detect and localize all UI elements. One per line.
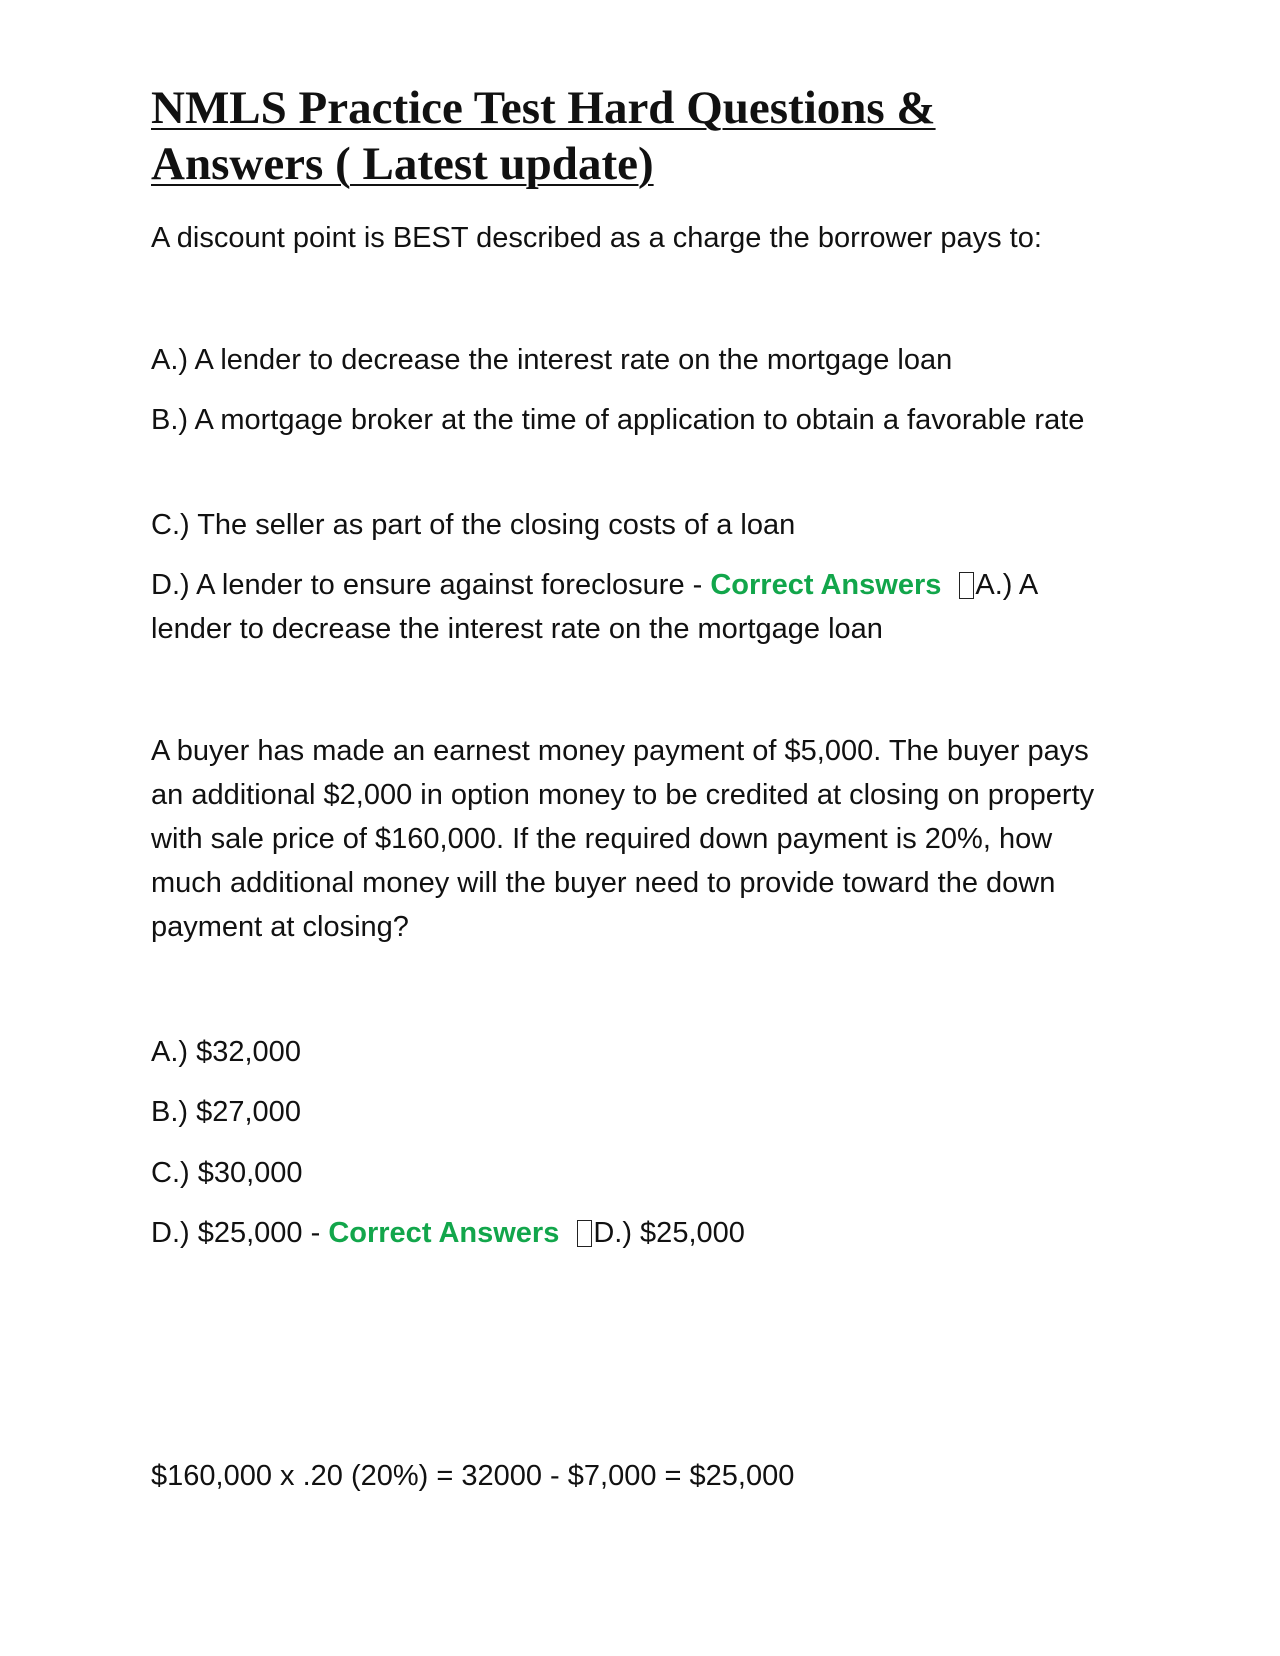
- question-2-option-c: C.) $30,000: [151, 1157, 303, 1189]
- question-1-answer-end: lender to decrease the interest rate on the mortgage loan: [151, 613, 883, 645]
- question-1-answer-start: A.) A: [975, 569, 1039, 601]
- question-1-option-d-text: D.) A lender to ensure against foreclosure -: [151, 569, 711, 601]
- question-2-option-d: [151, 1211, 745, 1255]
- checkbox-glyph-icon: [959, 572, 974, 599]
- question-1-option-a: A.) A lender to decrease the interest rate on the mortgage loan: [151, 344, 953, 376]
- question-2-text: A buyer has made an earnest money payment of $5,000. The buyer pays an additional $2,000 in option money to be credited at closing on property with sale price of $160,000. If the required down payment is 20%, how much additional money will the buyer need to provide toward the down payment at closing?: [151, 735, 1095, 943]
- question-1-option-c: C.) The seller as part of the closing costs of a loan: [151, 509, 796, 541]
- question-2-correct-label: Correct Answers: [328, 1217, 560, 1249]
- question-1-text: A discount point is BEST described as a charge the borrower pays to:: [151, 222, 1042, 254]
- question-2-option-a: A.) $32,000: [151, 1036, 301, 1068]
- question-1-option-b: B.) A mortgage broker at the time of application to obtain a favorable rate: [151, 404, 1085, 436]
- document-title: NMLS Practice Test Hard Questions & Answers ( Latest update): [151, 82, 936, 190]
- checkbox-glyph-icon: [577, 1220, 592, 1247]
- question-1-correct-label: Correct Answers: [710, 569, 942, 601]
- question-1-option-d: [151, 563, 1038, 607]
- question-2-explanation: $160,000 x .20 (20%) = 32000 - $7,000 = $25,000: [151, 1460, 795, 1492]
- question-2-option-b: B.) $27,000: [151, 1096, 301, 1128]
- question-2-option-d-text: D.) $25,000 -: [151, 1217, 329, 1249]
- question-2-answer: D.) $25,000: [593, 1217, 745, 1249]
